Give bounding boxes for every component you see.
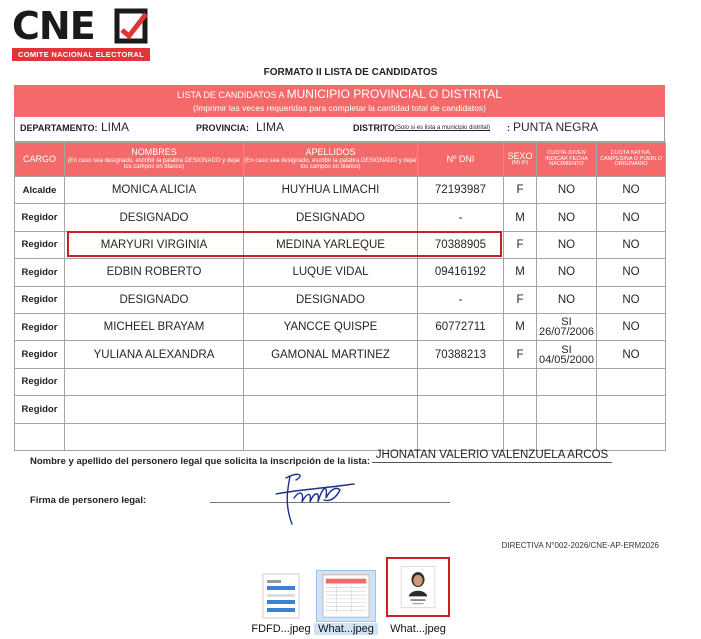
cell-sexo: F <box>504 341 537 368</box>
table-row <box>15 259 666 286</box>
cell-joven: NO <box>537 204 597 231</box>
cell-cargo: Regidor <box>15 286 65 313</box>
cell-joven: NO <box>537 286 597 313</box>
cell-joven <box>537 368 597 395</box>
list-header-main: MUNICIPIO PROVINCIAL O DISTRITAL <box>286 87 502 101</box>
cell-nativa: NO <box>597 286 666 313</box>
cell-apellidos <box>244 368 418 395</box>
attachment-2-label[interactable]: What...jpeg <box>314 623 378 635</box>
cell-apellidos <box>244 423 418 450</box>
cell-sexo: M <box>504 259 537 286</box>
cell-nombres: DESIGNADO <box>65 204 244 231</box>
col-cuota-nativa: CUOTA NATIVA, CAMPESINA O PUEBLO ORIGINARIO <box>597 143 666 177</box>
cne-logo <box>10 4 152 60</box>
cell-sexo <box>504 396 537 423</box>
table-row <box>15 368 666 395</box>
cell-cargo: Regidor <box>15 396 65 423</box>
district-label: DISTRITO <box>353 123 395 133</box>
cell-nativa: NO <box>597 204 666 231</box>
attachment-1-label[interactable]: FDFD...jpeg <box>251 623 311 635</box>
cell-cargo: Regidor <box>15 313 65 340</box>
cell-nativa <box>597 396 666 423</box>
list-header-note: (Imprimir las veces requeridas para completar la cantidad total de candidatos) <box>193 103 486 113</box>
department-label: DEPARTAMENTO: <box>20 123 98 133</box>
cell-nativa: NO <box>597 231 666 258</box>
cell-apellidos: DESIGNADO <box>244 204 418 231</box>
cell-sexo: F <box>504 286 537 313</box>
cell-dni: - <box>418 204 504 231</box>
logo-acronym: CNE <box>12 4 95 48</box>
directive-code: DIRECTIVA N°002-2026/CNE-AP-ERM2026 <box>501 541 659 550</box>
location-row: DEPARTAMENTO: LIMA PROVINCIA: LIMA DISTRITO (Solo si es lista a municipio distrital) : PUNTA NEGRA <box>14 117 665 142</box>
cell-sexo: M <box>504 313 537 340</box>
cell-apellidos: DESIGNADO <box>244 286 418 313</box>
cell-joven: SI 26/07/2006 <box>537 313 597 340</box>
col-apellidos: APELLIDOS (En caso sea designado, escribir la palabra DESIGNADO y dejar los campos en blanco) <box>244 143 418 177</box>
cell-dni: 70388213 <box>418 341 504 368</box>
cell-nativa <box>597 423 666 450</box>
list-header-prefix: LISTA DE CANDIDATOS A <box>177 90 285 100</box>
cell-nativa: NO <box>597 341 666 368</box>
cell-cargo: Regidor <box>15 368 65 395</box>
personero-name: JHONATAN VALERIO VALENZUELA ARCOS <box>372 449 612 463</box>
ballot-mark-icon <box>114 8 150 44</box>
cell-sexo: F <box>504 231 537 258</box>
cell-nombres: DESIGNADO <box>65 286 244 313</box>
cell-joven: NO <box>537 231 597 258</box>
cell-dni <box>418 396 504 423</box>
logo-subtitle: COMITE NACIONAL ELECTORAL <box>12 48 150 61</box>
table-row <box>15 204 666 231</box>
table-row <box>15 423 666 450</box>
cell-apellidos: HUYHUA LIMACHI <box>244 177 418 204</box>
col-nombres: NOMBRES (En caso sea designado, escribir la palabra DESIGNADO y dejar los campos en blanco) <box>65 143 244 177</box>
col-cargo: CARGO <box>15 143 65 177</box>
cell-sexo: F <box>504 177 537 204</box>
cell-nativa: NO <box>597 313 666 340</box>
cell-nativa <box>597 368 666 395</box>
col-cuota-joven: CUOTA JOVEN INDICAR FECHA NACIMIENTO <box>537 143 597 177</box>
table-row <box>15 341 666 368</box>
cell-joven: NO <box>537 177 597 204</box>
cell-nombres: MARYURI VIRGINIA <box>65 231 244 258</box>
personero-label: Nombre y apellido del personero legal que solicita la inscripción de la lista: <box>30 456 370 467</box>
document-image-icon[interactable] <box>316 570 376 622</box>
table-row <box>15 396 666 423</box>
cell-nativa: NO <box>597 177 666 204</box>
form-screenshot-icon[interactable] <box>257 572 305 620</box>
cell-joven: SI 04/05/2000 <box>537 341 597 368</box>
cell-cargo: Regidor <box>15 204 65 231</box>
cell-dni: 70388905 <box>418 231 504 258</box>
province-label: PROVINCIA: <box>196 123 250 133</box>
cell-cargo: Regidor <box>15 231 65 258</box>
table-row <box>15 231 666 258</box>
cell-joven <box>537 423 597 450</box>
cell-cargo: Regidor <box>15 341 65 368</box>
cell-dni <box>418 423 504 450</box>
cell-joven: NO <box>537 259 597 286</box>
cell-dni <box>418 368 504 395</box>
cell-nativa: NO <box>597 259 666 286</box>
candidates-table <box>14 142 666 451</box>
cell-apellidos: LUQUE VIDAL <box>244 259 418 286</box>
cell-nombres <box>65 423 244 450</box>
province-value: LIMA <box>256 120 285 134</box>
district-note: (Solo si es lista a municipio distrital) <box>395 125 491 131</box>
cell-sexo <box>504 368 537 395</box>
cell-apellidos: MEDINA YARLEQUE <box>244 231 418 258</box>
list-header <box>14 85 665 117</box>
department-value: LIMA <box>101 120 130 134</box>
cell-nombres <box>65 396 244 423</box>
cell-sexo: M <box>504 204 537 231</box>
col-sexo: SEXO (M) (F) <box>504 143 537 177</box>
col-dni: Nº DNI <box>418 143 504 177</box>
cell-dni: 60772711 <box>418 313 504 340</box>
handwritten-signature <box>266 468 358 528</box>
cell-apellidos <box>244 396 418 423</box>
attachment-3-label[interactable]: What...jpeg <box>390 623 446 635</box>
cell-dni: 09416192 <box>418 259 504 286</box>
cell-cargo <box>15 423 65 450</box>
cell-joven <box>537 396 597 423</box>
table-row <box>15 286 666 313</box>
cell-cargo: Alcalde <box>15 177 65 204</box>
table-row <box>15 313 666 340</box>
district-value: PUNTA NEGRA <box>513 120 599 134</box>
format-title: FORMATO II LISTA DE CANDIDATOS <box>263 67 438 78</box>
cell-apellidos: GAMONAL MARTINEZ <box>244 341 418 368</box>
cell-nombres: MICHEEL BRAYAM <box>65 313 244 340</box>
cell-nombres <box>65 368 244 395</box>
cell-apellidos: YANCCE QUISPE <box>244 313 418 340</box>
signature-label: Firma de personero legal: <box>30 495 147 506</box>
cell-nombres: EDBIN ROBERTO <box>65 259 244 286</box>
cell-cargo: Regidor <box>15 259 65 286</box>
cell-dni: 72193987 <box>418 177 504 204</box>
cell-nombres: MONICA ALICIA <box>65 177 244 204</box>
portrait-photo-icon[interactable] <box>386 557 450 617</box>
table-row <box>15 177 666 204</box>
cell-nombres: YULIANA ALEXANDRA <box>65 341 244 368</box>
cell-dni: - <box>418 286 504 313</box>
cell-sexo <box>504 423 537 450</box>
